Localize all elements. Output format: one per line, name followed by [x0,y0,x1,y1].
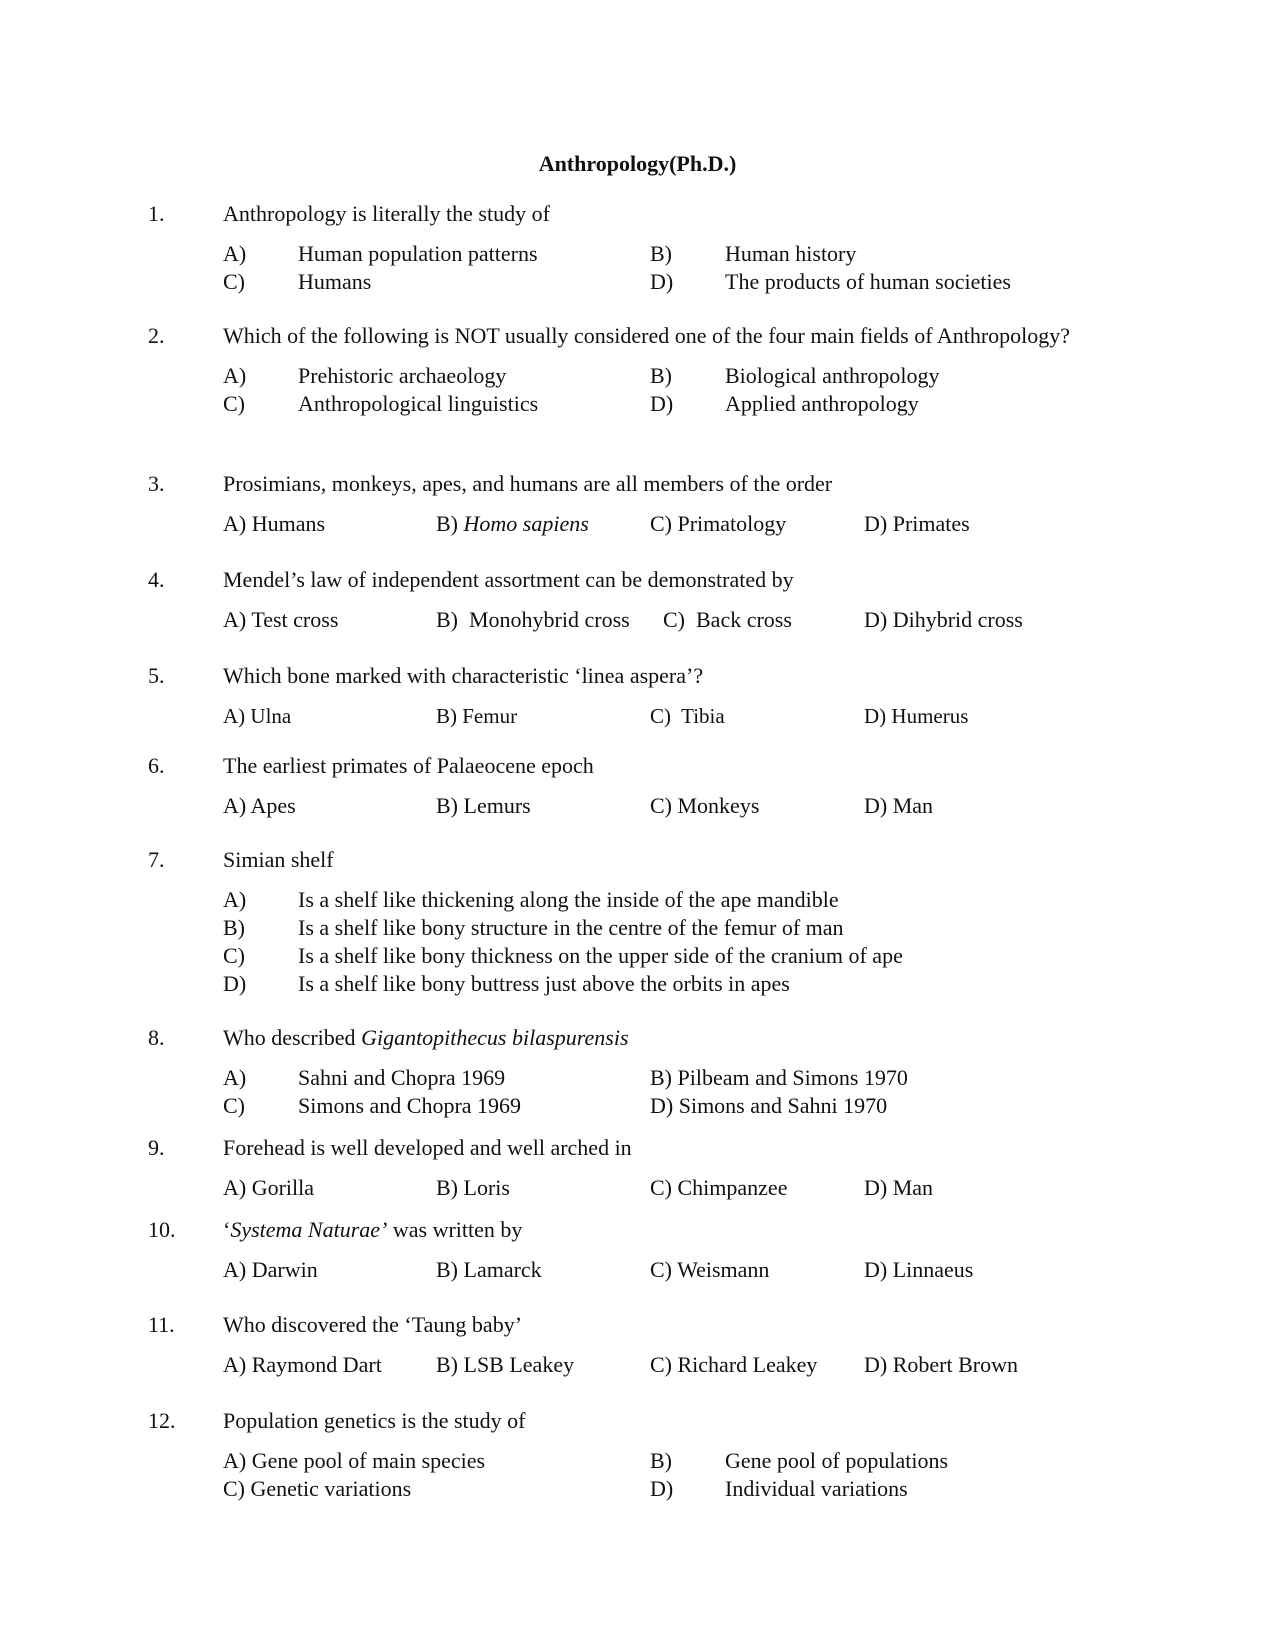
option-b[interactable] [436,1174,510,1202]
option-d[interactable] [650,1092,887,1120]
option-text: Weismann [677,1257,770,1282]
question-7 [148,846,1128,998]
question-text: Mendel’s law of independent assortment can be demonstrated by [223,567,794,592]
option-text: Gene pool of main species [251,1448,486,1473]
question-2 [148,322,1128,418]
options [223,702,1128,730]
option-c[interactable] [650,1174,787,1202]
question-4 [148,566,1128,634]
option-b[interactable] [650,362,939,390]
question-text: Forehead is well developed and well arched in [223,1135,632,1160]
question-number: 12. [148,1408,176,1433]
option-text: Anthropological linguistics [298,391,539,416]
option-label: B) [650,1065,672,1090]
option-d[interactable] [650,268,1011,296]
question-number: 3. [148,471,165,496]
option-label: D) [223,971,247,996]
option-a[interactable] [223,886,1128,914]
option-d[interactable] [864,1174,933,1202]
option-d[interactable] [650,390,919,418]
option-a[interactable] [223,240,538,268]
option-text: Man [892,1175,934,1200]
question-text [223,1216,1128,1244]
question-number: 8. [148,1025,165,1050]
option-text: Loris [463,1175,510,1200]
question-number: 5. [148,663,165,688]
option-d[interactable] [864,510,970,538]
option-label: B) [650,1448,672,1473]
option-text: Robert Brown [892,1352,1018,1377]
option-label: A) [223,1175,247,1200]
option-label: D) [864,793,888,818]
option-text: Richard Leakey [677,1352,818,1377]
question-text: Anthropology is literally the study of [223,201,550,226]
question-text-italic: Gigantopithecus bilaspurensis [361,1025,629,1050]
question-text: Population genetics is the study of [223,1408,526,1433]
question-8 [148,1024,1128,1120]
option-d[interactable] [864,606,1023,634]
option-text: Biological anthropology [725,363,940,388]
question-number: 4. [148,567,165,592]
question-number: 2. [148,323,165,348]
option-a[interactable] [223,1447,485,1475]
option-label: A) [223,1065,247,1090]
option-text: Humans [298,269,372,294]
option-text: Is a shelf like bony thickness on the upper side of the cranium of ape [298,943,903,968]
option-text: Dihybrid cross [892,607,1023,632]
question-12 [148,1407,1128,1503]
option-label: C) [223,1093,245,1118]
option-label: D) [650,391,674,416]
option-label: B) [436,1352,458,1377]
option-text: Monohybrid cross [469,607,630,632]
page-title: Anthropology(Ph.D.) [538,151,737,176]
question-text-open-quote: ‘ [223,1217,231,1242]
options [223,886,1128,998]
option-label: C) [650,1352,672,1377]
option-label: C) [223,943,245,968]
option-c[interactable] [650,792,759,820]
option-label: B) [436,704,457,728]
option-label: A) [223,887,247,912]
question-number: 10. [148,1217,176,1242]
option-label: B) [436,793,458,818]
question-11 [148,1311,1128,1379]
question-text: Prosimians, monkeys, apes, and humans are all members of the order [223,471,833,496]
option-b[interactable] [650,240,856,268]
option-text: Monkeys [677,793,760,818]
option-text: Primatology [677,511,787,536]
question-number: 7. [148,847,165,872]
question-text-prefix: Who described [223,1025,362,1050]
option-label: C) [223,269,245,294]
option-d[interactable] [223,970,1128,998]
question-text: Who discovered the ‘Taung baby’ [223,1312,523,1337]
option-text: Human history [725,241,857,266]
option-label: D) [650,1093,674,1118]
option-text: The products of human societies [725,269,1011,294]
option-text: Is a shelf like bony buttress just above the orbits in apes [298,971,790,996]
option-label: C) [650,1175,672,1200]
option-label: B) [650,241,672,266]
option-text: Ulna [250,704,292,728]
option-label: C) [223,1476,245,1501]
option-text: Sahni and Chopra 1969 [298,1065,506,1090]
option-text: Darwin [251,1257,318,1282]
option-label: A) [223,1448,247,1473]
option-text: Gene pool of populations [725,1448,949,1473]
option-label: C) [223,391,245,416]
option-b[interactable] [650,1447,948,1475]
option-label: B) [223,915,245,940]
option-text: Human population patterns [298,241,538,266]
option-label: D) [864,1257,888,1282]
option-a[interactable] [223,1174,314,1202]
option-d[interactable] [864,1351,1018,1379]
option-d[interactable] [864,702,968,730]
question-5 [148,662,1128,730]
option-text: Simons and Chopra 1969 [298,1093,522,1118]
question-text-suffix: was written by [387,1217,523,1242]
option-label: B) [436,607,458,632]
option-c[interactable] [663,606,792,634]
options [223,1447,1128,1503]
option-text: Genetic variations [250,1476,412,1501]
options [223,792,1128,820]
options [223,240,1128,296]
question-3 [148,470,1128,538]
option-text: Is a shelf like thickening along the inside of the ape mandible [298,887,839,912]
question-number: 1. [148,201,165,226]
option-b[interactable] [436,510,589,538]
option-text: Humerus [891,704,969,728]
option-text: Linnaeus [892,1257,974,1282]
option-label: C) [650,1257,672,1282]
option-text: Primates [892,511,970,536]
question-text: Which bone marked with characteristic ‘linea aspera’? [223,663,704,688]
option-label: D) [864,704,887,728]
option-a[interactable] [223,362,506,390]
option-label: A) [223,704,246,728]
option-text: Homo sapiens [463,511,589,536]
option-text: Tibia [681,704,725,728]
option-b[interactable] [223,914,1128,942]
question-number: 11. [148,1312,175,1337]
option-label: D) [864,1352,888,1377]
option-text: Chimpanzee [677,1175,788,1200]
option-d[interactable] [650,1475,908,1503]
option-d[interactable] [864,1256,973,1284]
option-label: A) [223,241,247,266]
option-label: A) [223,1352,247,1377]
option-a[interactable] [223,702,291,730]
option-b[interactable] [436,1256,542,1284]
option-text: Back cross [696,607,792,632]
option-text: LSB Leakey [463,1352,575,1377]
option-label: A) [223,1257,247,1282]
question-number: 6. [148,753,165,778]
option-c[interactable] [223,942,1128,970]
option-b[interactable] [436,606,630,634]
option-c[interactable] [650,702,725,730]
question-text: Which of the following is NOT usually considered one of the four main fields of Anthropology? [223,323,1071,348]
option-text: Is a shelf like bony structure in the centre of the femur of man [298,915,844,940]
option-text: Lamarck [463,1257,542,1282]
options [223,1064,1128,1120]
option-text: Prehistoric archaeology [298,363,507,388]
question-6 [148,752,1128,820]
option-label: D) [650,269,674,294]
option-text: Simons and Sahni 1970 [678,1093,888,1118]
option-a[interactable] [223,1064,505,1092]
option-text: Individual variations [725,1476,908,1501]
question-text [223,1024,1128,1052]
option-label: C) [650,704,671,728]
option-a[interactable] [223,1351,382,1379]
option-label: A) [223,511,247,536]
option-label: D) [650,1476,674,1501]
option-text: Lemurs [463,793,531,818]
option-label: C) [663,607,685,632]
option-label: D) [864,1175,888,1200]
options [223,1174,1128,1202]
question-text-italic: Systema Naturae’ [230,1217,388,1242]
option-a[interactable] [223,510,325,538]
options [223,606,1128,634]
option-b[interactable] [650,1064,908,1092]
option-b[interactable] [436,702,517,730]
option-c[interactable] [223,390,538,418]
options [223,1256,1128,1284]
option-b[interactable] [436,792,531,820]
option-c[interactable] [650,1351,817,1379]
option-b[interactable] [436,1351,574,1379]
option-label: A) [223,363,247,388]
option-a[interactable] [223,792,296,820]
option-label: C) [650,511,672,536]
option-label: A) [223,793,247,818]
option-text: Applied anthropology [725,391,919,416]
options [223,362,1128,418]
option-text: Man [892,793,934,818]
options [223,510,1128,538]
question-number: 9. [148,1135,165,1160]
options [223,1351,1128,1379]
option-label: D) [864,607,888,632]
option-c[interactable] [650,510,786,538]
option-c[interactable] [223,1092,521,1120]
question-10 [148,1216,1128,1284]
option-label: B) [436,1175,458,1200]
option-label: B) [436,1257,458,1282]
option-text: Pilbeam and Simons 1970 [677,1065,908,1090]
option-c[interactable] [650,1256,769,1284]
option-text: Test cross [251,607,339,632]
question-9 [148,1134,1128,1202]
option-text: Humans [251,511,326,536]
option-label: D) [864,511,888,536]
option-c[interactable] [223,268,371,296]
option-d[interactable] [864,792,933,820]
option-text: Raymond Dart [251,1352,382,1377]
option-label: B) [436,511,458,536]
question-text: Simian shelf [223,847,334,872]
option-label: C) [650,793,672,818]
option-text: Gorilla [251,1175,315,1200]
option-c[interactable] [223,1475,411,1503]
option-text: Femur [462,704,518,728]
option-label: A) [223,607,247,632]
option-label: B) [650,363,672,388]
option-a[interactable] [223,606,338,634]
question-1 [148,200,1128,296]
question-text: The earliest primates of Palaeocene epoch [223,753,594,778]
option-a[interactable] [223,1256,318,1284]
option-text: Apes [250,793,296,818]
